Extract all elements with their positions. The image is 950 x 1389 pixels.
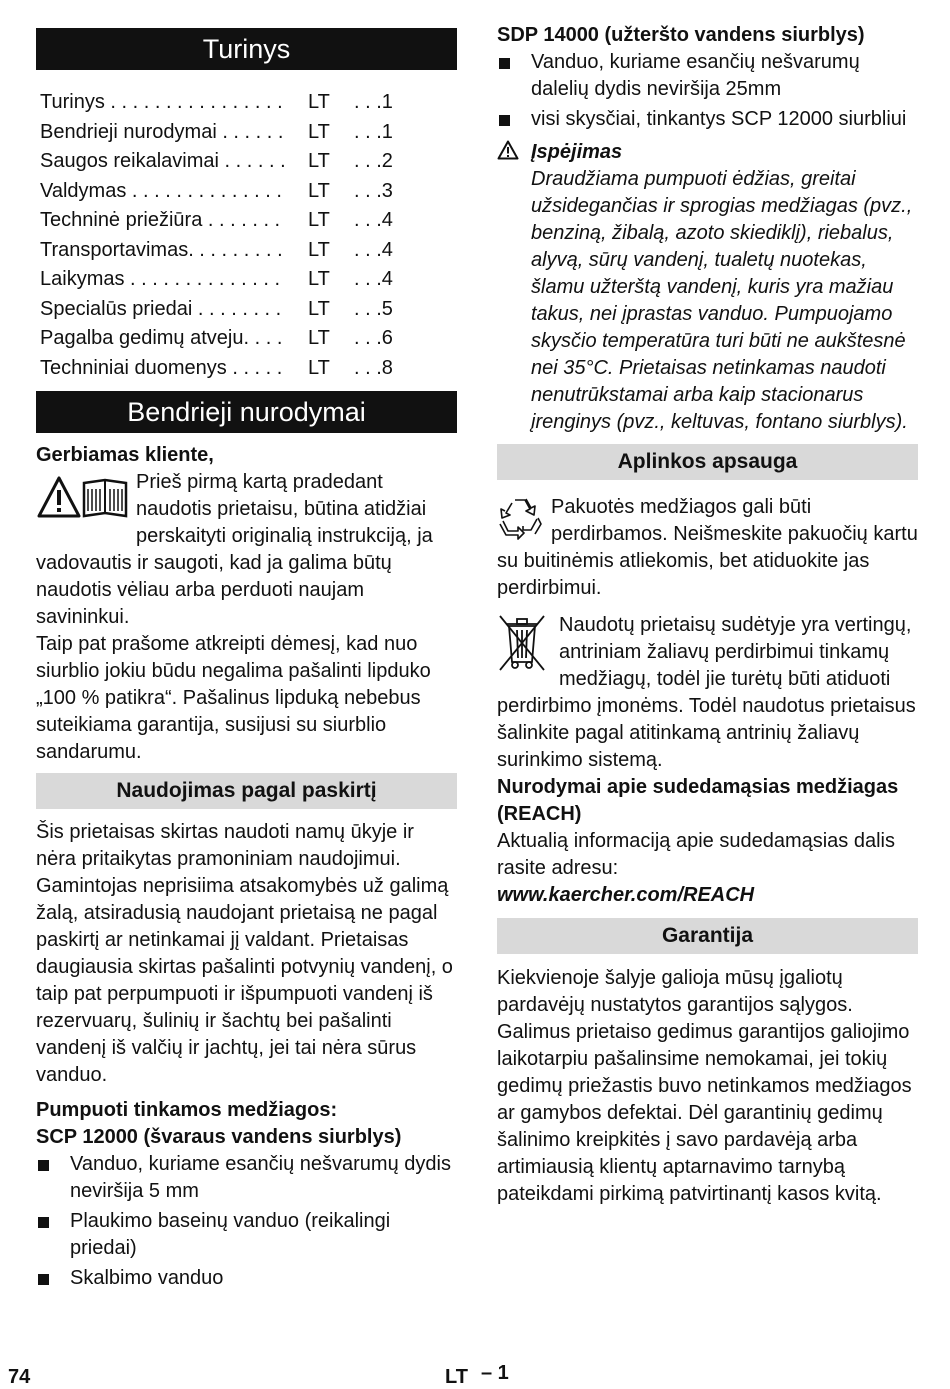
toc-lang: LT — [308, 209, 330, 231]
warning-triangle-icon — [497, 140, 531, 165]
recycle-icon — [497, 494, 543, 545]
square-bullet-icon — [38, 1160, 49, 1171]
left-column — [36, 28, 457, 1295]
toc-title: Pagalba gedimų atveju. . . . — [40, 327, 283, 349]
toc-row — [40, 88, 457, 118]
toc-page: . . .3 — [354, 179, 393, 202]
table-of-contents — [40, 88, 457, 383]
reach-text: Aktualią informaciją apie sudedamąsias dalis rasite adresu: — [497, 830, 895, 879]
toc-page: . . .2 — [354, 150, 393, 172]
toc-title: Techninė priežiūra . . . . . . . — [40, 209, 281, 231]
toc-page: . . .1 — [354, 120, 393, 143]
toc-page: . . .5 — [354, 297, 393, 320]
toc-page: . . .4 — [354, 238, 393, 261]
toc-row — [40, 354, 457, 384]
square-bullet-icon — [38, 1217, 49, 1228]
intro-block — [36, 469, 457, 631]
list-item: Vanduo, kuriame esančių nešvarumų dydis neviršija 5 mm — [36, 1151, 457, 1205]
toc-page: . . .8 — [354, 356, 393, 379]
usage-text: Šis prietaisas skirtas naudoti namų ūkyje ir nėra pritaikytas pramoniniam naudojimui. Gamintojas neprisiima atsakomybės už galimą žalą, atsiradusią naudojant prietaisą ne pagal paskirtį ar netinkamai jį valdant. Prietaisas daugiausia skirtas pašalinti potvynių vandenį, o taip pat perpumpuoti ir išpumpuoti vandenį iš rezervuarų, šulinių ir šachtų bei pašalinti vandenį iš valčių ir jachtų, jei tai nėra sūrus vanduo. — [36, 821, 453, 1086]
square-bullet-icon — [38, 1274, 49, 1285]
intro-text: Prieš pirmą kartą pradedant naudotis prietaisu, būtina atidžiai perskaityti originalią instrukciją, ja vadovautis ir saugoti, kad ja galima būtų naudotis vėliau arba perduoti naujam savininkui. — [36, 471, 433, 628]
general-heading: Bendrieji nurodymai — [36, 391, 457, 433]
toc-lang: LT — [308, 150, 330, 172]
list-item: visi skysčiai, tinkantys SCP 12000 siurbliui — [497, 106, 918, 133]
environment-heading: Aplinkos apsauga — [497, 444, 918, 480]
warranty-text: Kiekvienoje šalyje galioja mūsų įgaliotų pardavėjų nustatytos garantijos sąlygos. Galimus prietaiso gedimus garantijos galiojimo laikotarpiu pašalinsime nemokamai, jei tokių gedimų priežastis buvo netinkamos medžiagos ar gamybos defektai. Dėl garantinių gedimų šalinimo kreipkitės į savo pardavėją arba artimiausią klientų aptarnavimo tarnybą pateikdami pirkimą patvirtinantį kasos kvitą. — [497, 967, 912, 1205]
toc-title: Saugos reikalavimai . . . . . . — [40, 150, 286, 172]
list-item: Skalbimo vanduo — [36, 1265, 457, 1292]
warning-text: Draudžiama pumpuoti ėdžias, greitai užsidegančias ir sprogias medžiagas (pvz., benziną, žibalą, azoto skiediklį), riebalus, alyvą, sūrų vandenį, tualetų nuotekas, šlamu užterštą vandenį, kuris yra mažiau takus, nei įprastas vanduo. Pumpuojamo skysčio temperatūra turi būti ne aukštesnė nei 35°C. Prietaisas netinkamas naudoti nenutrūkstamai arba kaip stacionarus įrenginys (pvz., keltuvas, fontano siurblys). — [531, 168, 913, 433]
toc-row — [40, 147, 457, 177]
toc-title: Turinys . . . . . . . . . . . . . . . . — [40, 91, 283, 113]
toc-lang: LT — [308, 120, 330, 143]
toc-lang: LT — [308, 238, 330, 261]
toc-row — [40, 236, 457, 266]
usage-heading: Naudojimas pagal paskirtį — [36, 773, 457, 809]
toc-row — [40, 177, 457, 207]
toc-title: Techniniai duomenys . . . . . — [40, 356, 283, 379]
scp-list — [36, 1151, 457, 1292]
toc-row — [40, 324, 457, 354]
right-column — [497, 22, 918, 1208]
sticker-text: Taip pat prašome atkreipti dėmesį, kad nuo siurblio jokiu būdu negalima pašalinti lipduko „100 % patikra“. Pašalinus lipduką nebebus suteikiama garantija, susijusi su siurblio sandarumu. — [36, 633, 431, 763]
packaging-block — [497, 494, 918, 602]
toc-lang: LT — [308, 179, 330, 202]
toc-title: Valdymas . . . . . . . . . . . . . . — [40, 179, 282, 202]
warning-title-row — [497, 139, 918, 166]
media-heading: Pumpuoti tinkamos medžiagos: — [36, 1099, 338, 1121]
footer-subpage: – 1 — [481, 1362, 509, 1384]
toc-lang: LT — [308, 297, 330, 320]
toc-page: . . .6 — [354, 327, 393, 349]
toc-row — [40, 265, 457, 295]
warning-manual-icon — [36, 475, 128, 524]
toc-lang: LT — [308, 356, 330, 379]
sdp-heading: SDP 14000 (užteršto vandens siurblys) — [497, 24, 865, 46]
disposal-text: Naudotų prietaisų sudėtyje yra vertingų, antriniam žaliavų perdirbimui tinkamų medžiagų, todėl jie turėtų būti atiduoti perdirbimo įmonėms. Todėl naudotus prietaisus šalinkite pagal atitinkamą antrinių žaliavų surinkimo sistemą. — [497, 614, 916, 771]
reach-url: www.kaercher.com/REACH — [497, 884, 755, 906]
greeting: Gerbiamas kliente, — [36, 444, 214, 466]
reach-heading: Nurodymai apie sudedamąsias medžiagas (REACH) — [497, 776, 899, 825]
toc-page: . . .1 — [354, 91, 393, 113]
sdp-list — [497, 49, 918, 133]
disposal-block — [497, 612, 918, 774]
crossed-bin-icon — [497, 612, 547, 677]
toc-row — [40, 118, 457, 148]
toc-title: Laikymas . . . . . . . . . . . . . . — [40, 268, 281, 290]
square-bullet-icon — [499, 58, 510, 69]
toc-page: . . .4 — [354, 268, 393, 290]
toc-lang: LT — [308, 327, 330, 349]
list-item: Vanduo, kuriame esančių nešvarumų dalelių dydis neviršija 25mm — [497, 49, 918, 103]
toc-lang: LT — [308, 91, 330, 113]
square-bullet-icon — [499, 115, 510, 126]
toc-row — [40, 295, 457, 325]
warning-title: Įspėjimas — [531, 141, 623, 163]
page-number: 74 — [8, 1366, 31, 1388]
scp-heading: SCP 12000 (švaraus vandens siurblys) — [36, 1126, 402, 1148]
toc-title: Specialūs priedai . . . . . . . . — [40, 297, 282, 320]
toc-title: Transportavimas. . . . . . . . . — [40, 238, 283, 261]
toc-title: Bendrieji nurodymai . . . . . . — [40, 120, 284, 143]
toc-row — [40, 206, 457, 236]
list-item: Plaukimo baseinų vanduo (reikalingi priedai) — [36, 1208, 457, 1262]
toc-lang: LT — [308, 268, 330, 290]
footer-lang: LT — [445, 1366, 468, 1388]
packaging-text: Pakuotės medžiagos gali būti perdirbamos. Neišmeskite pakuočių kartu su buitinėmis atliekomis, bet atiduokite jas perdirbimui. — [497, 496, 918, 599]
toc-heading: Turinys — [36, 28, 457, 70]
warranty-heading: Garantija — [497, 918, 918, 954]
toc-page: . . .4 — [354, 209, 393, 231]
